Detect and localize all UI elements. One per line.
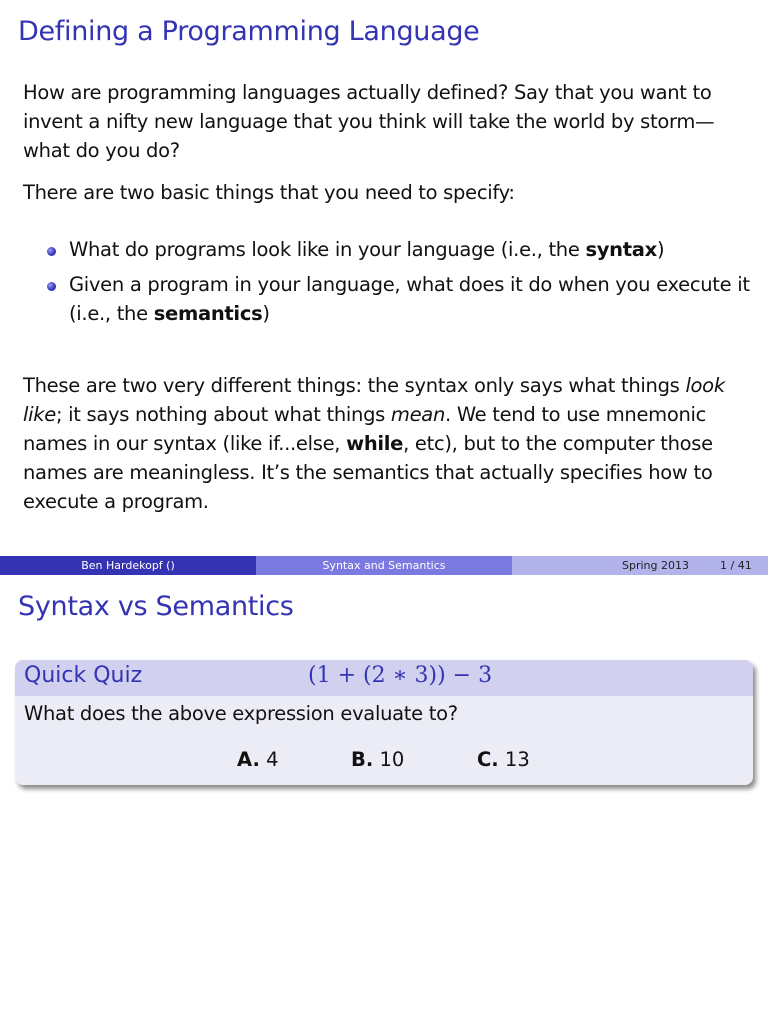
choice-value: 4 (266, 748, 279, 771)
choice-b (351, 748, 404, 771)
closing-paragraph (23, 371, 751, 516)
bullet-suffix: ) (656, 238, 665, 261)
footer-page-number: 1 / 41 (720, 559, 752, 572)
choice-a (237, 748, 279, 771)
closing-text-4: , etc), but to the computer those names are meaningless. It’s the semantics that actually specifies how to execute a program. (23, 432, 713, 513)
bullet-item-syntax (45, 235, 751, 264)
bullet-keyword: syntax (585, 238, 657, 261)
closing-emphasis-mean: mean (390, 403, 446, 426)
footer-date: Spring 2013 (622, 559, 689, 572)
quiz-header (15, 660, 753, 696)
quick-quiz-block (15, 660, 753, 785)
bullet-list (45, 235, 751, 334)
closing-text-2: ; it says nothing about what things (55, 403, 391, 426)
bullet-item-semantics (45, 270, 751, 328)
bullet-dot-icon (47, 282, 56, 291)
footer-author: Ben Hardekopf () (0, 556, 256, 575)
slide-footer (0, 556, 768, 575)
choice-c (477, 748, 530, 771)
slide-title: Defining a Programming Language (18, 16, 480, 47)
choice-value: 13 (504, 748, 530, 771)
closing-keyword-while: while (346, 432, 404, 455)
bullet-suffix: ) (262, 302, 270, 325)
choice-letter: A. (237, 748, 260, 771)
closing-text-1: These are two very different things: the syntax only says what things (23, 374, 686, 397)
closing-emphasis-look-like: look like (23, 374, 725, 426)
footer-meta (512, 556, 768, 575)
bullet-text: What do programs look like in your language (i.e., the (69, 238, 586, 261)
slide-title: Syntax vs Semantics (18, 591, 294, 622)
closing-text-3: . We tend to use mnemonic names in our syntax (like if...else, (23, 403, 707, 455)
choice-letter: C. (477, 748, 499, 771)
quiz-question: What does the above expression evaluate to? (24, 702, 458, 725)
bullet-dot-icon (47, 247, 56, 256)
bullet-keyword: semantics (153, 302, 263, 325)
choice-letter: B. (351, 748, 374, 771)
quiz-title: Quick Quiz (24, 663, 143, 688)
bullet-text: Given a program in your language, what does it do when you execute it (i.e., the (69, 273, 750, 325)
quiz-expression: (1 + (2 ∗ 3)) − 3 (308, 663, 493, 688)
choice-value: 10 (379, 748, 405, 771)
footer-title: Syntax and Semantics (256, 556, 512, 575)
lead-paragraph: There are two basic things that you need to specify: (23, 181, 515, 204)
intro-paragraph: How are programming languages actually defined? Say that you want to invent a nifty new language that you think will take the world by storm—what do you do? (23, 81, 715, 162)
slide-2 (0, 575, 768, 1024)
